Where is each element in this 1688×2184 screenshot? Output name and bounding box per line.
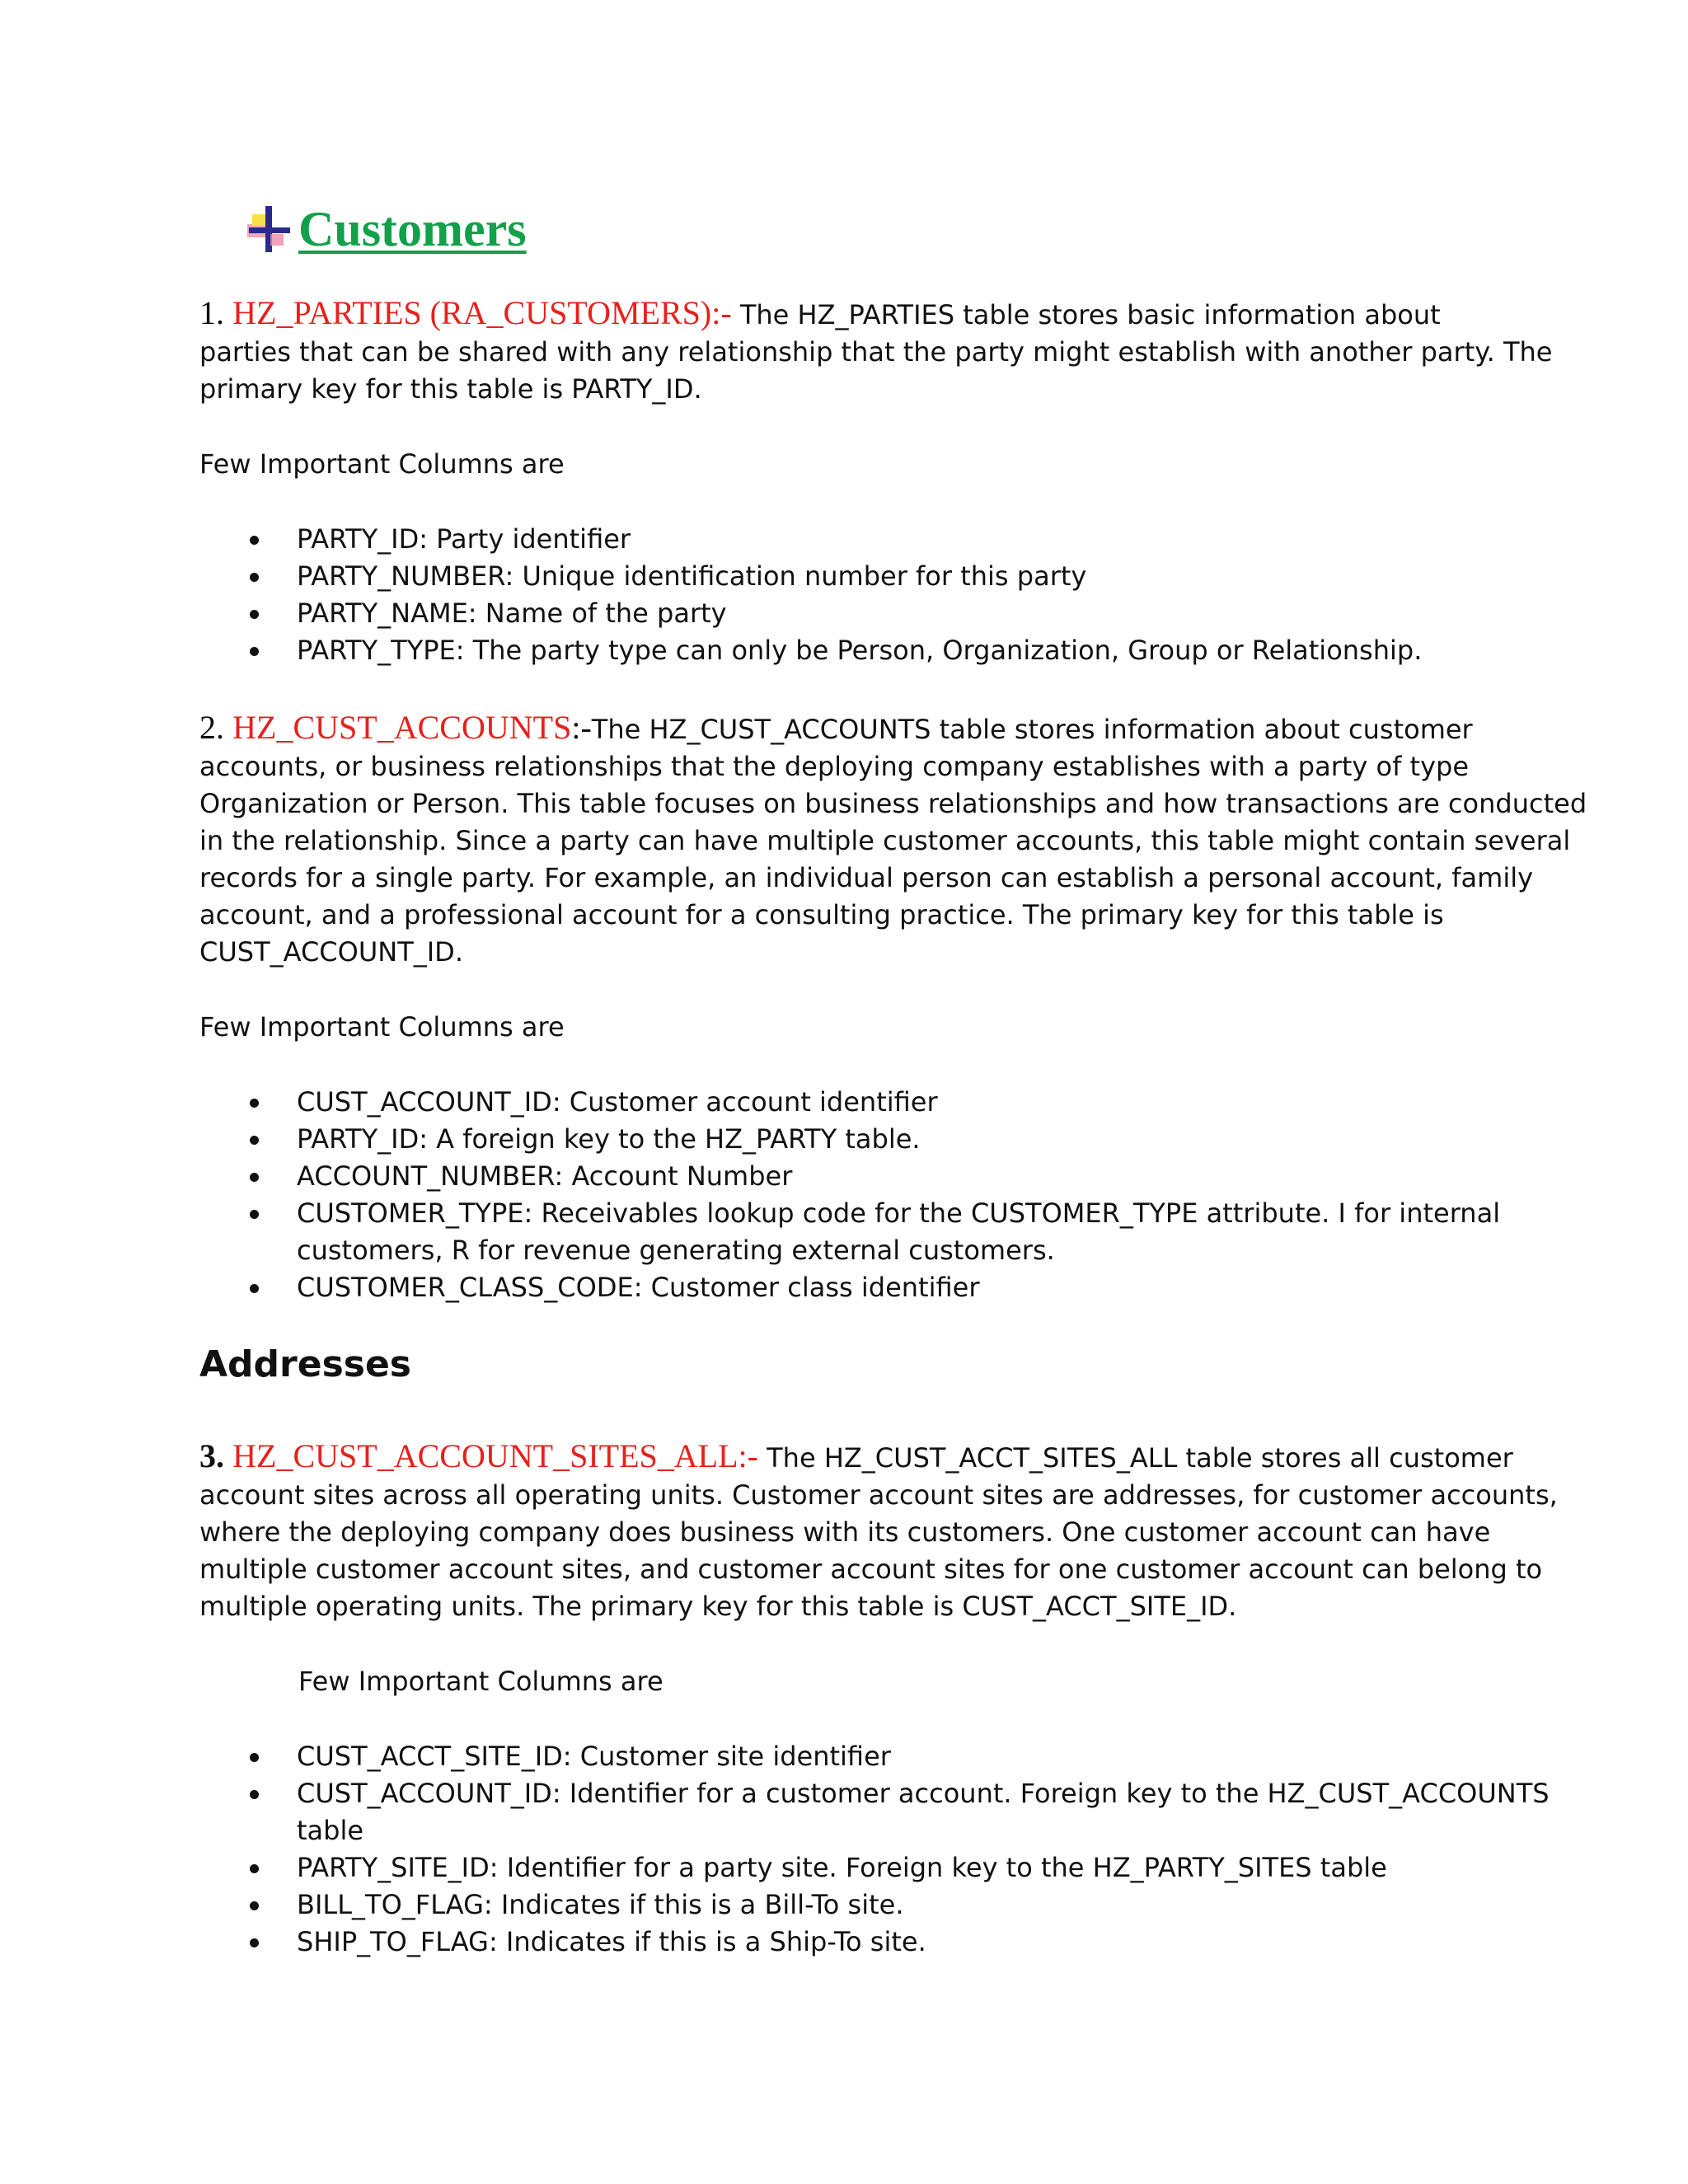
list-item: ACCOUNT_NUMBER: Account Number — [0, 1158, 1688, 1195]
list-item: PARTY_TYPE: The party type can only be Person, Organization, Group or Relationship. — [0, 632, 1688, 669]
list-item: PARTY_ID: A foreign key to the HZ_PARTY table. — [0, 1121, 1688, 1158]
section-2-paragraph — [199, 709, 1587, 971]
section-1-column-list — [0, 521, 1688, 669]
list-item: CUSTOMER_CLASS_CODE: Customer class identifier — [0, 1269, 1688, 1306]
bullet-icon — [250, 1901, 259, 1910]
page-title: Customers — [298, 201, 527, 256]
addresses-heading: Addresses — [199, 1343, 411, 1385]
section-2-first-line — [199, 709, 1518, 748]
list-item: PARTY_NAME: Name of the party — [0, 595, 1688, 632]
paragraph-line: account, and a professional account for a consulting practice. The primary key for this table is — [199, 899, 1444, 930]
paragraph-line: parties that can be shared with any relationship that the party might establish with another party. The — [199, 336, 1553, 368]
few-important-columns-label: Few Important Columns are — [199, 448, 565, 480]
bullet-icon — [250, 647, 259, 656]
paragraph-line: in the relationship. Since a party can have multiple customer accounts, this table might contain several — [199, 825, 1571, 856]
section-3-paragraph — [199, 1437, 1558, 1625]
bullet-icon — [250, 1173, 259, 1182]
list-item: SHIP_TO_FLAG: Indicates if this is a Ship-To site. — [0, 1924, 1688, 1961]
plus-cross-icon — [246, 206, 292, 252]
section-number: 1. — [199, 294, 224, 331]
bullet-icon — [250, 1136, 259, 1145]
heading-separator: :- — [571, 709, 592, 746]
bullet-icon — [250, 1790, 259, 1799]
list-item: CUST_ACCOUNT_ID: Customer account identifier — [0, 1084, 1688, 1121]
list-item: PARTY_ID: Party identifier — [0, 521, 1688, 558]
list-item: CUSTOMER_TYPE: Receivables lookup code for the CUSTOMER_TYPE attribute. I for internal customers, R for revenue generating external customers. — [0, 1195, 1688, 1269]
section-number: 2. — [199, 709, 224, 746]
bullet-icon — [250, 1099, 259, 1108]
section-heading: HZ_CUST_ACCOUNTS — [232, 709, 572, 746]
bullet-icon — [250, 1864, 259, 1873]
bullet-icon — [250, 610, 259, 619]
paragraph-line: records for a single party. For example, an individual person can establish a personal account, family — [199, 862, 1534, 893]
section-number: 3. — [199, 1437, 224, 1474]
section-1-first-line — [199, 294, 1518, 334]
list-item: CUST_ACCT_SITE_ID: Customer site identifier — [0, 1738, 1688, 1775]
paragraph-text: The HZ_PARTIES table stores basic information about — [731, 299, 1441, 330]
list-item: BILL_TO_FLAG: Indicates if this is a Bill-To site. — [0, 1886, 1688, 1924]
section-3-first-line — [199, 1437, 1518, 1477]
list-item: PARTY_SITE_ID: Identifier for a party site. Foreign key to the HZ_PARTY_SITES table — [0, 1849, 1688, 1886]
paragraph-text: The HZ_CUST_ACCT_SITES_ALL table stores all customer — [757, 1442, 1513, 1474]
bullet-icon — [250, 573, 259, 582]
few-important-columns-label: Few Important Columns are — [199, 1011, 565, 1043]
paragraph-line: Organization or Person. This table focuses on business relationships and how transactions are conducted — [199, 788, 1587, 819]
paragraph-line: where the deploying company does business with its customers. One customer account can have — [199, 1516, 1491, 1548]
list-item: PARTY_NUMBER: Unique identification number for this party — [0, 558, 1688, 595]
title-row — [246, 196, 527, 262]
section-heading: HZ_CUST_ACCOUNT_SITES_ALL:- — [232, 1437, 758, 1474]
paragraph-line: CUST_ACCOUNT_ID. — [199, 936, 463, 968]
paragraph-line: multiple operating units. The primary key for this table is CUST_ACCT_SITE_ID. — [199, 1591, 1237, 1622]
paragraph-line: multiple customer account sites, and customer account sites for one customer account can belong to — [199, 1554, 1543, 1585]
paragraph-line: accounts, or business relationships that the deploying company establishes with a party of type — [199, 751, 1470, 782]
paragraph-line: account sites across all operating units. Customer account sites are addresses, for customer accounts, — [199, 1479, 1558, 1511]
section-heading: HZ_PARTIES (RA_CUSTOMERS):- — [232, 294, 732, 331]
section-1-paragraph — [199, 294, 1553, 408]
bullet-icon — [250, 1753, 259, 1762]
section-3-column-list — [0, 1738, 1688, 1961]
paragraph-text: The HZ_CUST_ACCOUNTS table stores information about customer — [591, 714, 1473, 745]
bullet-icon — [250, 1210, 259, 1219]
bullet-icon — [250, 1284, 259, 1293]
section-2-column-list — [0, 1084, 1688, 1306]
few-important-columns-label: Few Important Columns are — [298, 1666, 663, 1697]
bullet-icon — [250, 536, 259, 545]
list-item: CUST_ACCOUNT_ID: Identifier for a customer account. Foreign key to the HZ_CUST_ACCOUNTS table — [0, 1775, 1688, 1849]
bullet-icon — [250, 1938, 259, 1947]
paragraph-line: primary key for this table is PARTY_ID. — [199, 373, 702, 405]
